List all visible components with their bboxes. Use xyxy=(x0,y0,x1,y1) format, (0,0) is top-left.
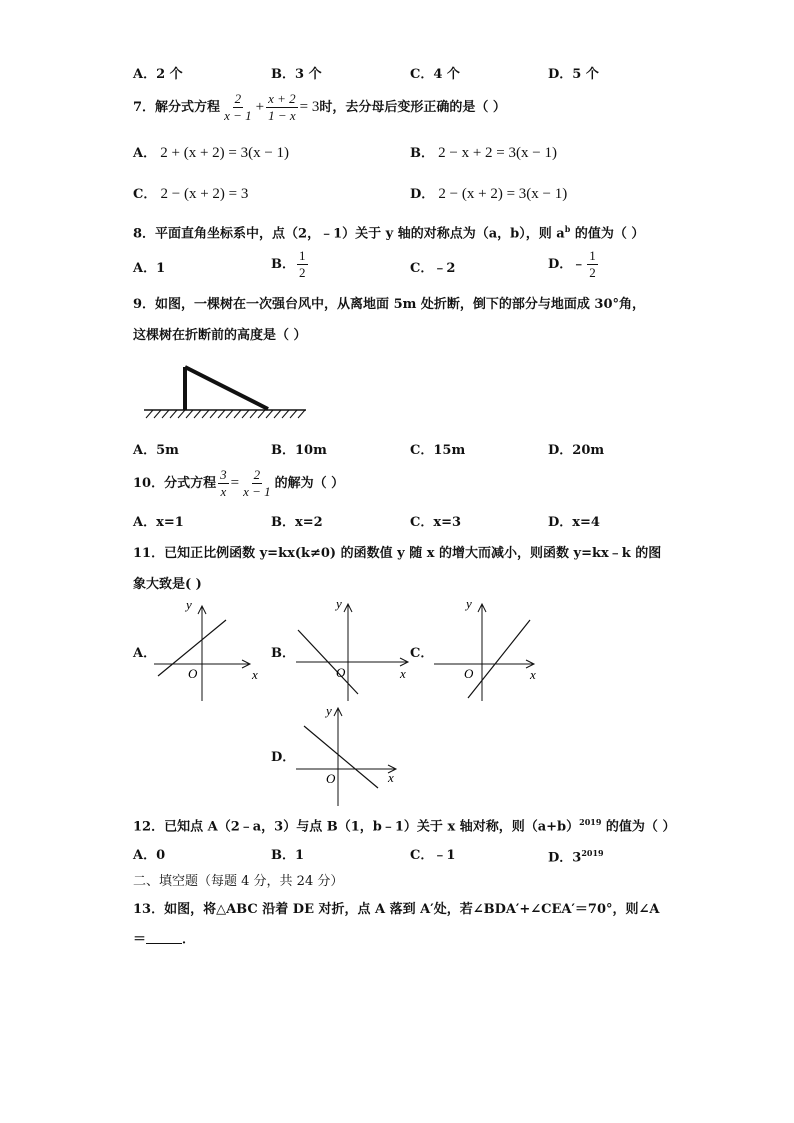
fraction: $\frac{1}{2}$ xyxy=(589,248,596,280)
q12-option-a: A．0 xyxy=(133,848,166,863)
origin-label: O xyxy=(336,665,346,680)
q7-option-b: B． 2 − x + 2 = 3(x − 1) xyxy=(410,145,557,161)
origin-label: O xyxy=(326,771,336,786)
q11-graph-d xyxy=(292,702,408,808)
q11-graph-c xyxy=(430,598,546,703)
q9-option-a: A．5m xyxy=(133,443,179,458)
q10-option-c: C．x=3 xyxy=(410,515,462,530)
x-label: x xyxy=(530,667,536,682)
q10-option-b: B．x=2 xyxy=(271,515,323,530)
function-line xyxy=(468,620,530,698)
broken-part xyxy=(185,367,268,409)
q9-option-d: D．20m xyxy=(548,443,605,458)
question-number: 11． xyxy=(133,546,165,561)
q9-stem-line2: 这棵树在折断前的高度是（ ） xyxy=(133,328,307,343)
function-line xyxy=(304,726,378,788)
q11-graph-b xyxy=(292,598,418,703)
q7-option-a: A． 2 + (x + 2) = 3(x − 1) xyxy=(133,145,290,161)
q11-option-c-label: C． xyxy=(410,646,434,661)
q7-option-c: C． 2 − (x + 2) = 3 xyxy=(133,186,249,202)
q6-option-a: A．2 个 xyxy=(133,67,183,82)
q12-option-b: B．1 xyxy=(271,848,305,863)
origin-label: O xyxy=(188,666,198,681)
q6-option-c: C．4 个 xyxy=(410,67,460,82)
q6-option-b: B．3 个 xyxy=(271,67,322,82)
answer-blank[interactable] xyxy=(146,943,182,944)
q13-stem-line2: ＝ ． xyxy=(133,932,196,947)
q11-option-a-label: A． xyxy=(133,646,157,661)
question-number: 12． xyxy=(133,819,165,835)
q6-option-d: D．5 个 xyxy=(548,67,599,82)
q8-option-b: B． $\frac{1}{2}$ xyxy=(271,248,306,280)
ground-hatching xyxy=(146,410,305,418)
q10-stem: 10． 分式方程 $\frac{3}{x}$ = $\frac{2}{x - 1}$ 的解为（ ） xyxy=(133,467,345,499)
q10-option-d: D．x=4 xyxy=(548,515,600,530)
q13-stem-line1: 13．如图，将△ABC 沿着 DE 对折，点 A 落到 A′处，若∠BDA′+∠CEA′＝70°，则∠A xyxy=(133,902,660,917)
y-label: y xyxy=(186,598,192,612)
q8-option-c: C．﹣2 xyxy=(410,261,456,276)
x-label: x xyxy=(388,770,394,785)
question-number: 9． xyxy=(133,297,156,312)
q11-stem-line1: 11．已知正比例函数 y=kx(k≠0) 的函数值 y 随 x 的增大而减小，则函数 y=kx﹣k 的图 xyxy=(133,546,662,561)
question-number: 7． xyxy=(133,99,156,115)
q7-option-d: D． 2 − (x + 2) = 3(x − 1) xyxy=(410,186,568,202)
q11-stem-line2: 象大致是( ) xyxy=(133,577,202,592)
broken-tree-figure xyxy=(140,358,310,420)
question-number: 13． xyxy=(133,902,165,917)
q9-option-c: C．15m xyxy=(410,443,466,458)
q10-option-a: A．x=1 xyxy=(133,515,184,530)
fraction: $\frac{1}{2}$ xyxy=(299,248,306,280)
question-number: 8． xyxy=(133,226,156,242)
fraction: $\frac{3}{x}$ xyxy=(220,467,227,499)
q11-option-b-label: B． xyxy=(271,646,295,661)
q9-stem-line1: 9．如图，一棵树在一次强台风中，从离地面 5m 处折断，倒下的部分与地面成 30°角， xyxy=(133,297,646,312)
fraction: $\frac{2}{x - 1}$ xyxy=(243,467,271,499)
q8-option-d: D． ﹣ $\frac{1}{2}$ xyxy=(548,248,596,280)
q12-stem: 12．已知点 A（2﹣a，3）与点 B（1，b﹣1）关于 x 轴对称，则$(a+b)^{2019}$ 的值为（ ） xyxy=(133,817,676,835)
q9-option-b: B．10m xyxy=(271,443,327,458)
q8-option-a: A．1 xyxy=(133,261,166,276)
y-label: y xyxy=(466,598,472,611)
x-label: x xyxy=(252,667,258,682)
y-label: y xyxy=(326,703,332,718)
q11-graph-a xyxy=(150,598,266,703)
q12-option-c: C．﹣1 xyxy=(410,848,456,863)
fraction: $\frac{2}{x - 1}$ xyxy=(224,91,252,123)
x-label: x xyxy=(400,666,406,681)
q11-option-d-label: D． xyxy=(271,750,296,765)
q7-stem: 7． 解分式方程 $\frac{2}{x - 1}$ + $\frac{x + 2}{1 - x}$ = 3 时，去分母后变形正确的是（ ） xyxy=(133,91,506,123)
q12-option-d: D．$3^{2019}$ xyxy=(548,848,604,866)
section-heading: 二、填空题（每题 4 分，共 24 分） xyxy=(133,874,344,889)
fraction: $\frac{x + 2}{1 - x}$ xyxy=(268,91,296,123)
origin-label: O xyxy=(464,666,474,681)
q8-stem: 8．平面直角坐标系中，点（2，﹣1）关于 y 轴的对称点为（a，b），则 $a^b$ 的值为（ ） xyxy=(133,224,645,242)
question-number: 10． xyxy=(133,475,165,491)
y-label: y xyxy=(336,598,342,611)
